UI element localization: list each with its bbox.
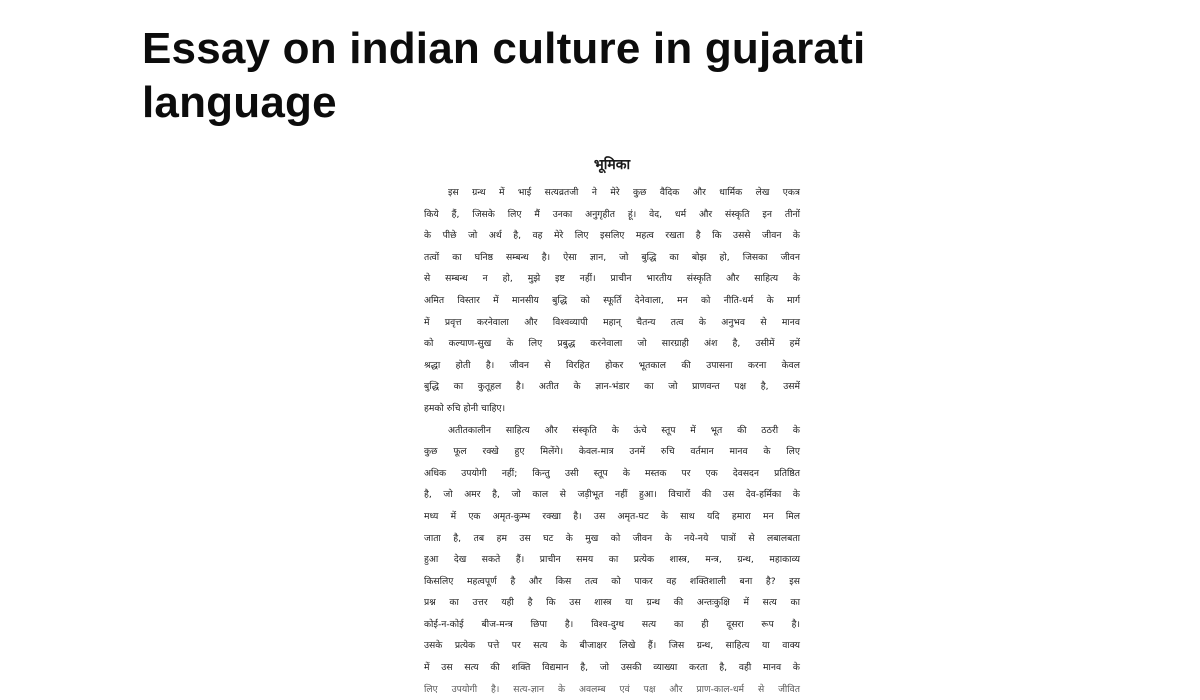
scan-line: जाता है, तब हम उस घट के मुख को जीवन के नये-नये पात्रों से लबालबता — [424, 532, 800, 544]
scan-line: में उस सत्य की शक्ति विद्यमान है, जो उसकी व्याख्या करता है, वही मानव के — [424, 662, 800, 674]
scan-line: किये हैं, जिसके लिए मैं उनका अनुगृहीत हूं। वेद, धर्म और संस्कृति इन तीनों — [424, 208, 800, 220]
scan-line: के पीछे जो अर्थ है, वह मेरे लिए इसलिए महत्व रखता है कि उससे जीवन के — [424, 230, 800, 242]
scan-line: कुछ फूल रक्खे हुए मिलेंगे। केवल-मात्र उनमें रुचि वर्तमान मानव के लिए — [424, 446, 800, 458]
scan-line: तत्वों का घनिष्ठ सम्बन्ध है। ऐसा ज्ञान, जो बुद्धि का बोझ हो, जिसका जीवन — [424, 251, 800, 263]
scan-line: इस ग्रन्थ में भाई सत्यव्रतजी ने मेरे कुछ वैदिक और धार्मिक लेख एकत्र — [448, 187, 800, 198]
scan-heading: भूमिका — [593, 157, 631, 173]
scan-line: हमको रुचि होनी चाहिए। — [424, 402, 506, 414]
scan-line: को कल्याण-सुख के लिए प्रबुद्ध करनेवाला जो सारग्राही अंश है, उसीमें हमें — [424, 338, 800, 350]
scan-line: कोई-न-कोई बीज-मन्त्र छिपा है। विश्व-दुग्ध सत्य का ही दूसरा रूप है। — [424, 618, 800, 630]
scan-line: अमित विस्तार में मानसीय बुद्धि को स्फूर्ति देनेवाला, मन को नीति-धर्म के मार्ग — [424, 294, 800, 306]
scan-line: से सम्बन्ध न हो, मुझे इष्ट नहीं। प्राचीन भारतीय संस्कृति और साहित्य के — [424, 273, 800, 285]
scan-line: में प्रवृत्त करनेवाला और विश्वव्यापी महान् चैतन्य तत्व के अनुभव से मानव — [424, 316, 800, 328]
scan-line: श्रद्धा होती है। जीवन से विरहित होकर भूतकाल की उपासना करना केवल — [424, 359, 800, 371]
scan-line: अतीतकालीन साहित्य और संस्कृति के ऊंचे स्तूप में भूत की ठठरी के — [448, 424, 800, 436]
page-title: Essay on indian culture in gujarati language — [142, 24, 866, 127]
scan-line: उसके प्रत्येक पत्ते पर सत्य के बीजाक्षर लिखे हैं। जिस ग्रन्थ, साहित्य या वाक्य — [424, 640, 800, 652]
scan-line: प्रश्न का उत्तर यही है कि उस शास्त्र या ग्रन्थ की अन्तःकुक्षि में सत्य का — [424, 597, 800, 609]
scan-line: हुआ देख सकते हैं। प्राचीन समय का प्रत्येक शास्त्र, मन्त्र, ग्रन्थ, महाकाव्य — [424, 554, 800, 566]
scan-body — [424, 182, 800, 700]
scan-line: मध्य में एक अमृत-कुम्भ रक्खा है। उस अमृत-घट के साथ यदि हमारा मन मिल — [424, 510, 800, 522]
scan-line: अधिक उपयोगी नहीं; किन्तु उसी स्तूप के मस्तक पर एक देवसदन प्रतिष्ठित — [424, 467, 800, 479]
scan-line: लिए उपयोगी है। सत्य-ज्ञान के अवलम्ब एवं पक्ष और प्राण-काल-धर्म से जीवित — [424, 683, 800, 695]
scan-line: है, जो अमर है, जो काल से जड़ीभूत नहीं हुआ। विचारों की उस देव-हर्मिका के — [424, 489, 800, 501]
scan-line: बुद्धि का कुतूहल है। अतीत के ज्ञान-भंडार का जो प्राणवन्त पक्ष है, उसमें — [424, 381, 800, 393]
scan-line: किसलिए महत्वपूर्ण है और किस तत्व को पाकर वह शक्तिशाली बना है? इस — [424, 575, 800, 587]
document-scan-image — [424, 150, 800, 695]
